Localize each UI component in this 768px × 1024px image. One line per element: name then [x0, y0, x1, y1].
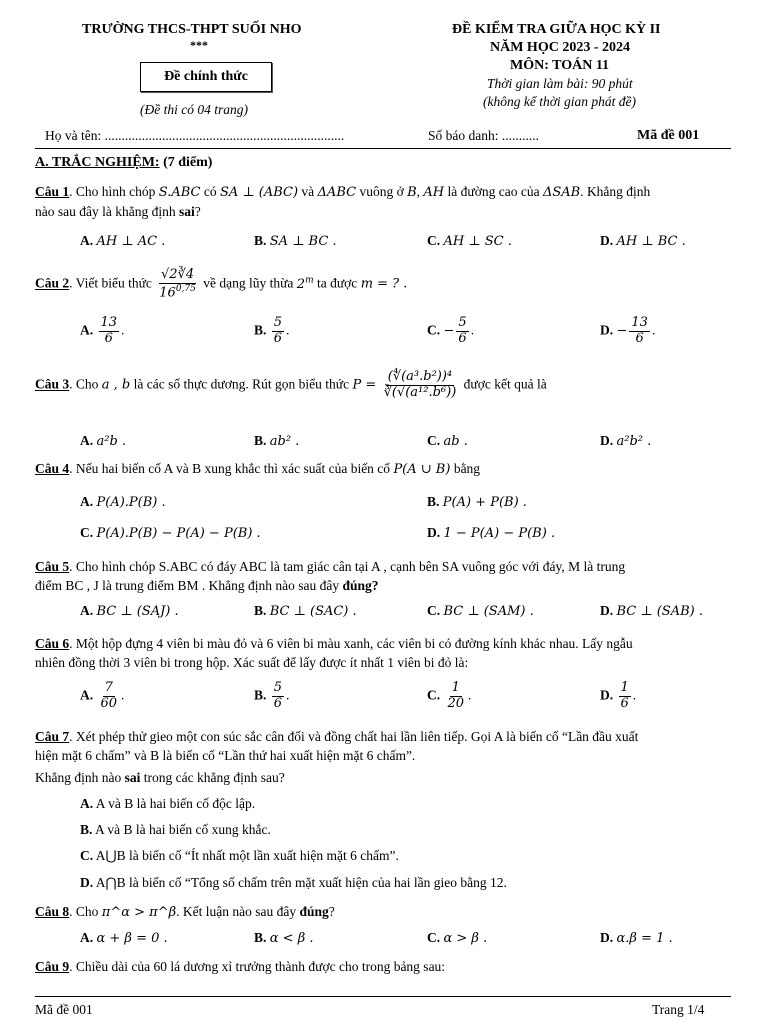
fraction-denominator: 6 — [273, 695, 283, 711]
option-text: 1 − P(A) − P(B) . — [443, 526, 556, 541]
option-c — [427, 603, 534, 619]
option-letter: B. — [254, 233, 267, 248]
fraction-denominator: 6 — [104, 330, 113, 346]
math-expr: a , b — [101, 377, 131, 393]
question-text: vuông ở — [359, 184, 404, 199]
question-text: . Cho hình chóp — [69, 184, 156, 199]
option-b — [254, 233, 337, 249]
option-b — [80, 822, 271, 838]
duration-note: (không kể thời gian phát đề) — [483, 94, 637, 109]
option-b — [427, 494, 527, 510]
question-text: có — [203, 184, 217, 199]
section-points: (7 điểm) — [163, 155, 213, 170]
option-d: D. − $\frac{13}{6}$ . — [600, 315, 656, 346]
fraction-denominator: 60 — [100, 695, 118, 711]
question-text: nhiên đồng thời 3 viên bi trong hộp. Xác suất để lấy được ít nhất 1 viên bi đỏ là: — [35, 655, 469, 670]
question-5 — [35, 557, 730, 595]
option-c: C. − $\frac{5}{6}$ . — [427, 315, 475, 346]
option-text: α + β = 0 . — [96, 931, 168, 946]
math-expr: P = — [352, 377, 377, 393]
fraction-numerator: √2∛4 — [161, 267, 195, 282]
question-label: Câu 5 — [35, 559, 70, 574]
option-letter: C. — [427, 233, 441, 248]
pages-note: (Đề thi có 04 trang) — [140, 102, 248, 117]
school-name: TRƯỜNG THCS-THPT SUỐI NHO — [82, 22, 302, 37]
fraction-denominator: 6 — [458, 330, 467, 346]
option-letter: D. — [600, 687, 614, 703]
option-letter: A. — [80, 233, 94, 248]
math-expr: P(A ∪ B) — [393, 462, 451, 477]
exam-code: Mã đề 001 — [637, 128, 700, 143]
option-a: A. $\frac{7}{60}$ . — [80, 680, 125, 711]
fraction-denominator: ∛(√(a¹².b⁶)) — [383, 384, 457, 400]
option-b: B. $\frac{5}{6}$ . — [254, 680, 290, 711]
question-2 — [35, 268, 407, 301]
question-text: , — [416, 184, 421, 199]
question-label: Câu 1 — [35, 184, 70, 199]
option-d: D. $\frac{1}{6}$ . — [600, 680, 637, 711]
option-text: A⋃B là biến cố “Ít nhất một lần xuất hiện mặt 6 chấm”. — [95, 848, 399, 863]
header-stars: *** — [190, 38, 208, 52]
option-a — [80, 603, 179, 619]
question-label: Câu 6 — [35, 636, 70, 651]
exponent: m — [305, 275, 314, 286]
math-expr: ΔABC — [317, 185, 357, 200]
question-text: trong các khẳng định sau? — [143, 770, 285, 785]
question-label: Câu 8 — [35, 904, 70, 919]
exponent: 0,75 — [175, 283, 196, 294]
option-a: A. $\frac{13}{6}$ . — [80, 315, 125, 346]
fraction-numerator: (∜(a³.b²))⁴ — [387, 369, 453, 384]
option-c — [80, 848, 399, 864]
fraction-numerator: 5 — [273, 315, 283, 330]
fraction-denominator: 20 — [447, 695, 465, 711]
option-text: a²b² . — [616, 434, 652, 449]
option-a — [80, 233, 165, 249]
fraction-numerator: 13 — [631, 315, 648, 330]
question-8 — [35, 904, 335, 920]
option-letter: C. — [427, 930, 441, 945]
option-text: BC ⊥ (SAB) . — [616, 604, 703, 619]
math-expr: S.ABC — [158, 185, 201, 200]
question-1 — [35, 182, 730, 221]
official-label: Đề chính thức — [164, 69, 248, 84]
math-expr: m = ? . — [360, 276, 408, 292]
option-letter: D. — [600, 603, 614, 618]
fraction-numerator: 13 — [100, 315, 118, 330]
option-letter: A. — [80, 603, 94, 618]
option-letter: A. — [80, 494, 94, 509]
option-text: SA ⊥ BC . — [269, 234, 337, 249]
question-9 — [35, 959, 445, 975]
option-letter: D. — [600, 930, 614, 945]
option-letter: B. — [254, 930, 267, 945]
question-text: . Chiều dài của 60 lá dương xỉ trưởng thành được cho trong bảng sau: — [69, 959, 446, 974]
option-letter: A. — [80, 687, 94, 703]
student-id-field: Số báo danh: ........... — [428, 128, 539, 143]
student-name-field: Họ và tên: ....................................................................... — [45, 128, 345, 143]
option-text: ab² . — [269, 434, 300, 449]
option-text: AH ⊥ BC . — [616, 234, 686, 249]
question-text: là đường cao của — [447, 184, 540, 199]
question-text: . Cho — [69, 904, 99, 919]
question-emphasis: sai — [124, 770, 141, 785]
fraction-denominator: 16 — [159, 285, 176, 301]
option-letter: D. — [600, 433, 614, 448]
option-text: BC ⊥ (SAM) . — [443, 604, 534, 619]
section-title-text: A. TRẮC NGHIỆM: — [35, 155, 160, 170]
option-a — [80, 930, 168, 946]
option-c — [427, 233, 512, 249]
option-letter: B. — [254, 322, 267, 338]
option-b — [254, 603, 357, 619]
option-sign: − — [443, 323, 455, 339]
option-text: BC ⊥ (SAC) . — [269, 604, 357, 619]
option-b: B. $\frac{5}{6}$ . — [254, 315, 290, 346]
option-letter: C. — [427, 603, 441, 618]
option-d — [80, 875, 507, 891]
math-expr: 2 — [296, 276, 306, 292]
option-letter: A. — [80, 930, 94, 945]
option-text: P(A).P(B) − P(A) − P(B) . — [96, 526, 261, 541]
math-expr: B — [407, 185, 417, 200]
option-letter: D. — [600, 233, 614, 248]
option-d — [600, 433, 651, 449]
option-text: P(A) + P(B) . — [442, 495, 527, 510]
math-expr: SA ⊥ (ABC) — [219, 185, 299, 200]
option-a — [80, 433, 126, 449]
question-label: Câu 9 — [35, 959, 70, 974]
question-3 — [35, 370, 547, 401]
option-letter: C. — [427, 687, 441, 703]
question-text: . Cho — [69, 376, 99, 392]
option-letter: D. — [600, 322, 614, 338]
option-sign: − — [616, 323, 628, 339]
fraction-numerator: 7 — [104, 680, 113, 695]
option-text: ab . — [443, 434, 468, 449]
option-a — [80, 494, 166, 510]
fraction-numerator: 1 — [451, 680, 460, 695]
header-divider — [35, 148, 731, 149]
option-text: α < β . — [269, 931, 314, 946]
option-c — [80, 525, 261, 541]
math-expr: AH — [423, 185, 445, 200]
fraction-numerator: 5 — [273, 680, 283, 695]
question-text: nào sau đây là khẳng định — [35, 204, 176, 219]
question-emphasis: đúng — [299, 904, 329, 919]
option-letter: D. — [427, 525, 441, 540]
option-text: P(A).P(B) . — [96, 495, 166, 510]
question-text: được kết quả là — [463, 376, 547, 392]
fraction-denominator: 6 — [273, 330, 283, 346]
option-text: A và B là hai biến cố độc lập. — [95, 796, 256, 811]
fraction-numerator: 1 — [620, 680, 629, 695]
option-letter: B. — [254, 687, 267, 703]
official-box — [140, 62, 272, 92]
option-c: C. $\frac{1}{20}$ . — [427, 680, 472, 711]
question-label: Câu 2 — [35, 275, 70, 291]
option-text: a²b . — [96, 434, 127, 449]
question-text: . Khẳng định — [580, 184, 651, 199]
section-title — [35, 155, 212, 171]
option-letter: A. — [80, 796, 94, 811]
fraction — [157, 268, 198, 301]
question-4 — [35, 461, 480, 477]
option-b — [254, 433, 299, 449]
option-text: A⋂B là biến cố “Tổng số chấm trên mặt xuất hiện của hai lần gieo bằng 12. — [95, 875, 507, 890]
option-d — [427, 525, 555, 541]
question-text: . Xét phép thử gieo một con súc sắc cân đối và đồng chất hai lần liên tiếp. Gọi A là biến cố “Lần đầu xuất — [69, 729, 639, 744]
question-text: và — [301, 184, 315, 199]
question-text: Khẳng định nào — [35, 770, 122, 785]
option-a — [80, 796, 255, 812]
question-text: . Kết luận nào sau đây — [176, 904, 297, 919]
question-emphasis: sai — [178, 204, 195, 219]
question-label: Câu 7 — [35, 729, 70, 744]
footer-code: Mã đề 001 — [35, 1002, 93, 1017]
option-d — [600, 603, 703, 619]
option-d — [600, 233, 686, 249]
question-text: . Một hộp đựng 4 viên bi màu đỏ và 6 viên bi màu xanh, các viên bi có đường kính khác nhau. Lấy ngẫu — [69, 636, 633, 651]
option-letter: A. — [80, 322, 94, 338]
option-letter: B. — [80, 822, 93, 837]
option-text: A và B là hai biến cố xung khắc. — [95, 822, 271, 837]
option-letter: C. — [80, 848, 94, 863]
question-text: hiện mặt 6 chấm” và B là biến cố “Lần thứ hai xuất hiện mặt 6 chấm”. — [35, 748, 416, 763]
fraction-numerator: 5 — [458, 315, 467, 330]
option-text: AH ⊥ AC . — [96, 234, 166, 249]
question-label: Câu 4 — [35, 461, 70, 476]
school-year: NĂM HỌC 2023 - 2024 — [490, 40, 630, 55]
fraction-denominator: 6 — [620, 695, 629, 711]
option-d — [600, 930, 673, 946]
question-7-prompt — [35, 770, 285, 786]
option-c — [427, 930, 487, 946]
question-emphasis: đúng? — [342, 578, 379, 593]
option-letter: C. — [80, 525, 94, 540]
option-letter: B. — [254, 603, 267, 618]
option-text: BC ⊥ (SAJ) . — [96, 604, 179, 619]
footer-divider — [35, 996, 731, 997]
question-6 — [35, 634, 730, 672]
question-text: là các số thực dương. Rút gọn biểu thức — [133, 376, 350, 392]
option-letter: C. — [427, 433, 441, 448]
question-text: điểm BC , J là trung điểm BM . Khẳng định nào sau đây — [35, 578, 340, 593]
option-letter: D. — [80, 875, 94, 890]
exam-title: ĐỀ KIỂM TRA GIỮA HỌC KỲ II — [452, 22, 661, 37]
question-label: Câu 3 — [35, 376, 70, 392]
question-text: . Cho hình chóp S.ABC có đáy ABC là tam giác cân tại A , cạnh bên SA vuông góc với đáy, M là trung — [69, 559, 626, 574]
subject: MÔN: TOÁN 11 — [510, 58, 610, 73]
question-text: . Nếu hai biến cố A và B xung khắc thì xác suất của biến cố — [69, 461, 391, 476]
question-text: ta được — [316, 275, 358, 291]
question-7 — [35, 727, 730, 765]
question-text: . Viết biểu thức — [69, 275, 152, 291]
fraction-denominator: 6 — [635, 330, 644, 346]
option-letter: B. — [427, 494, 440, 509]
duration: Thời gian làm bài: 90 phút — [487, 76, 633, 91]
option-letter: A. — [80, 433, 94, 448]
question-text: ? — [328, 904, 335, 919]
option-text: α > β . — [443, 931, 488, 946]
option-text: AH ⊥ SC . — [443, 234, 512, 249]
page-number: Trang 1/4 — [652, 1002, 705, 1017]
math-expr: ΔSAB — [542, 185, 581, 200]
option-letter: C. — [427, 322, 441, 338]
math-expr: π^α > π^β — [101, 905, 177, 920]
question-text: về dạng lũy thừa — [203, 275, 294, 291]
option-letter: B. — [254, 433, 267, 448]
option-text: α.β = 1 . — [616, 931, 673, 946]
fraction — [382, 370, 459, 401]
question-text: bằng — [453, 461, 481, 476]
option-c — [427, 433, 468, 449]
option-b — [254, 930, 313, 946]
question-text: ? — [194, 204, 201, 219]
